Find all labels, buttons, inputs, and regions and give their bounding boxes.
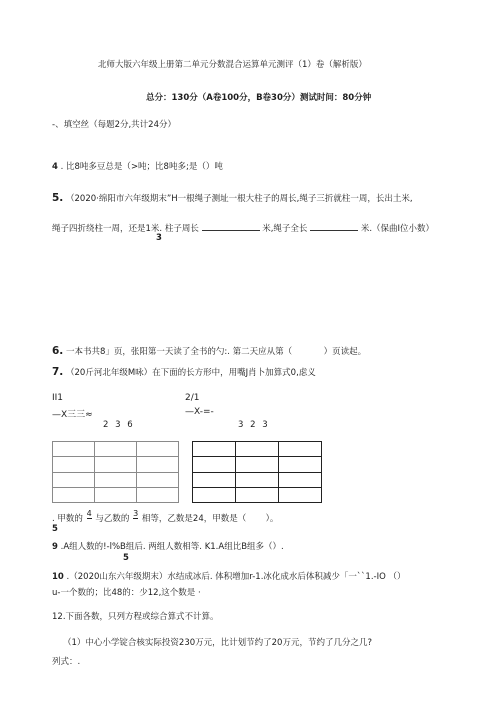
question-text-part-b: 与乙数的: [95, 514, 130, 524]
question-6: [52, 345, 366, 357]
question-text: .A组人数的!-l%B组后. 两组人数相等. K1.A组比B组多（）.: [60, 542, 284, 552]
document-title: 北师大版六年级上册第二单元分数混合运算单元测评（1）卷（解析版）: [98, 60, 367, 70]
left-rectangle-grid[interactable]: [52, 441, 179, 503]
right-expression-label-top: 2/1: [185, 393, 200, 403]
question-text-part-b: ）页读起。: [323, 347, 367, 357]
left-expression-digits: 2 3 6: [103, 420, 135, 430]
fraction-first: 4: [86, 509, 92, 518]
right-expression-digits: 3 2 3: [238, 420, 270, 430]
question-number: 4: [52, 162, 58, 172]
fraction-denominator-digit: 3: [156, 233, 162, 243]
question-text-part-b: 米,绳子全长: [262, 224, 308, 234]
question-number: 9: [52, 542, 58, 552]
question-12-sub-1: （1）中心小学锭合核实际投资230万元，比计划节约了20万元，节约了几分之几?: [63, 638, 372, 648]
question-text-part-a: 绳子四折绕柱一周，还是1米. 柱子周长: [52, 224, 199, 234]
question-8: [52, 510, 278, 527]
question-text-part-c: 米.（保曲Ⅰ位小数）: [360, 224, 435, 234]
question-number: 7.: [52, 366, 64, 378]
question-5-line-1: [52, 192, 413, 204]
left-expression-label-bottom: —X三三≈: [52, 410, 93, 420]
question-text: （2020·绵阳市六年级期末”H一根绳子测址一根大柱子的周长,绳子三折就柱一周，长出土米,: [66, 194, 413, 204]
question-text-part-a: . 甲数的: [52, 514, 83, 524]
section-heading-fill-in: -、填空丝（每题2分,共计24分）: [52, 120, 176, 130]
question-4: [52, 160, 223, 172]
question-text: .（2020山东六年级期末）水结成冰后. 体积增加r-1.冰化成水后体积减少「一``1.-IO （）: [66, 572, 406, 582]
score-time-info: 总分：130分（A卷100分，B卷30分）测试时间：80分钟: [146, 93, 372, 103]
question-12-heading: 12.下面各数，只列方程或综合算式不计算。: [52, 612, 219, 622]
question-5-line-2: [52, 222, 434, 234]
answer-blank-rope-length[interactable]: [310, 222, 358, 231]
right-expression-label-bottom: —X-=-: [185, 407, 214, 417]
question-text-part-c: 相等，乙数是24，甲数是（: [141, 514, 247, 524]
question-9: [52, 540, 284, 552]
question-12-sub-1-answer-label: 列式：.: [52, 657, 81, 667]
question-text-part-a: 一本书共8」页，张阳第一天读了全书的勺:. 第二天应从第（: [66, 347, 293, 357]
question-number: 10: [52, 572, 64, 582]
fraction-denominator-digit: 5: [52, 524, 58, 534]
question-number: 5.: [52, 192, 64, 204]
question-text-part-d: ）。: [265, 514, 279, 524]
fraction-second: 3: [133, 509, 139, 518]
question-10-line-2: u-一个数的；比48的：少12,这个数是 ·: [52, 588, 201, 598]
question-7: [52, 366, 316, 378]
fraction-denominator-digit: 5: [123, 553, 129, 563]
question-10-line-1: [52, 570, 406, 582]
left-expression-label-top: II1: [52, 393, 64, 403]
question-text: （20斤河北年级M咏）在下面的长方形中，用嘴J肖卜加算式0,虑义: [66, 368, 316, 378]
right-rectangle-grid[interactable]: [192, 441, 322, 503]
question-text: . 比8吨多豆总是（>吨；比8吨多;是（）吨: [60, 162, 223, 172]
question-number: 6.: [52, 345, 64, 357]
answer-blank-pillar-circumference[interactable]: [202, 222, 260, 231]
